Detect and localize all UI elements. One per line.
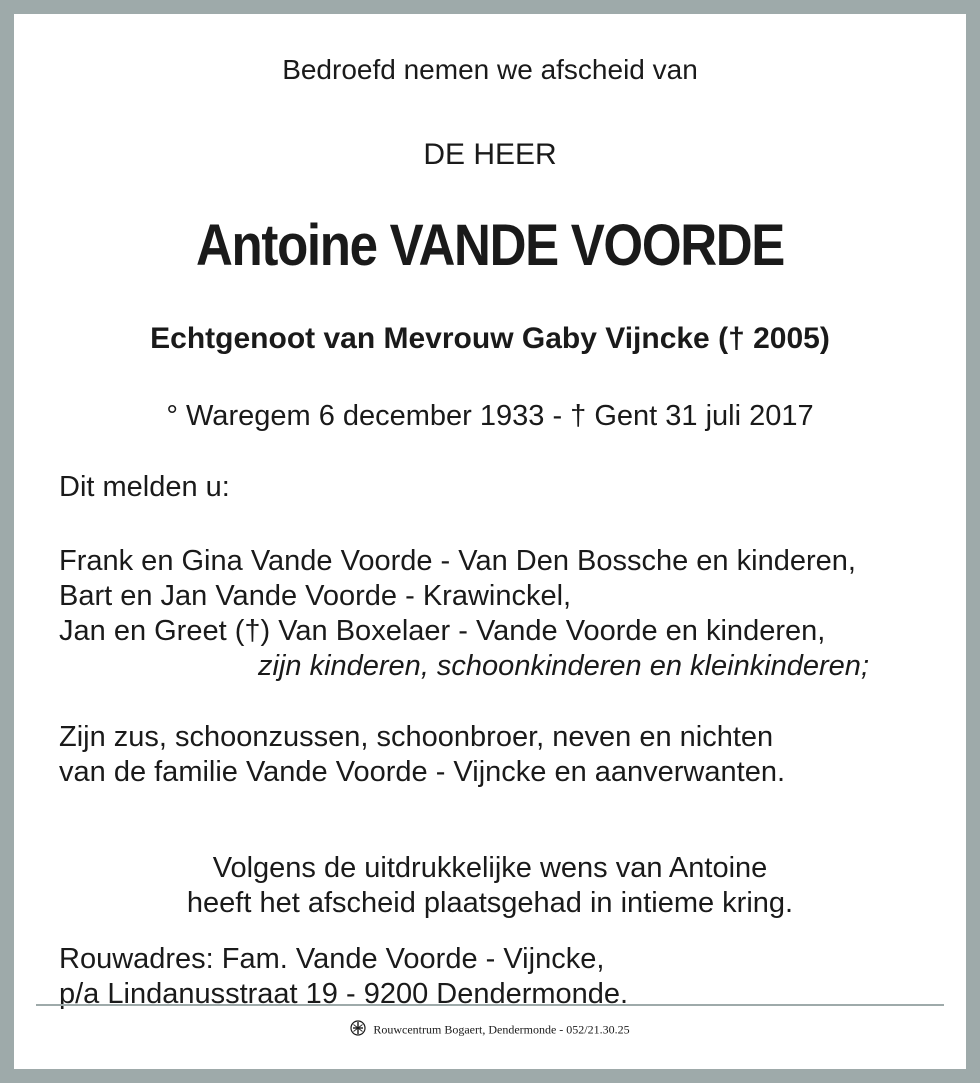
funeral-home-footer xyxy=(14,1020,966,1040)
honorific-title: DE HEER xyxy=(423,138,557,171)
wish-line: heeft het afscheid plaatsgehad in intieme kring. xyxy=(186,887,794,919)
wish-line: Volgens de uitdrukkelijke wens van Antoine xyxy=(212,852,768,884)
extended-family-line: Zijn zus, schoonzussen, schoonbroer, neven en nichten xyxy=(59,721,774,753)
mourning-address-line: p/a Lindanusstraat 19 - 9200 Dendermonde. xyxy=(59,978,629,1010)
family-summary-line: zijn kinderen, schoonkinderen en kleinkinderen; xyxy=(258,650,869,682)
funeral-home-text: Rouwcentrum Bogaert, Dendermonde - 052/21.30.25 xyxy=(373,1022,630,1037)
family-line: Frank en Gina Vande Voorde - Van Den Bossche en kinderen, xyxy=(59,545,856,577)
intro-text: Bedroefd nemen we afscheid van xyxy=(282,54,698,85)
deceased-name: Antoine VANDE VOORDE xyxy=(195,213,785,278)
extended-family-line: van de familie Vande Voorde - Vijncke en aanverwanten. xyxy=(59,756,786,788)
cross-emblem-icon xyxy=(350,1020,366,1040)
birth-death-dates: ° Waregem 6 december 1933 - † Gent 31 juli 2017 xyxy=(166,400,814,432)
spouse-line: Echtgenoot van Mevrouw Gaby Vijncke († 2005) xyxy=(150,322,830,355)
mourning-address-line: Rouwadres: Fam. Vande Voorde - Vijncke, xyxy=(59,943,605,975)
announcement-label: Dit melden u: xyxy=(59,471,230,503)
footer-divider xyxy=(36,1004,944,1006)
family-line: Bart en Jan Vande Voorde - Krawinckel, xyxy=(59,580,572,612)
family-line: Jan en Greet (†) Van Boxelaer - Vande Voorde en kinderen, xyxy=(59,615,826,647)
